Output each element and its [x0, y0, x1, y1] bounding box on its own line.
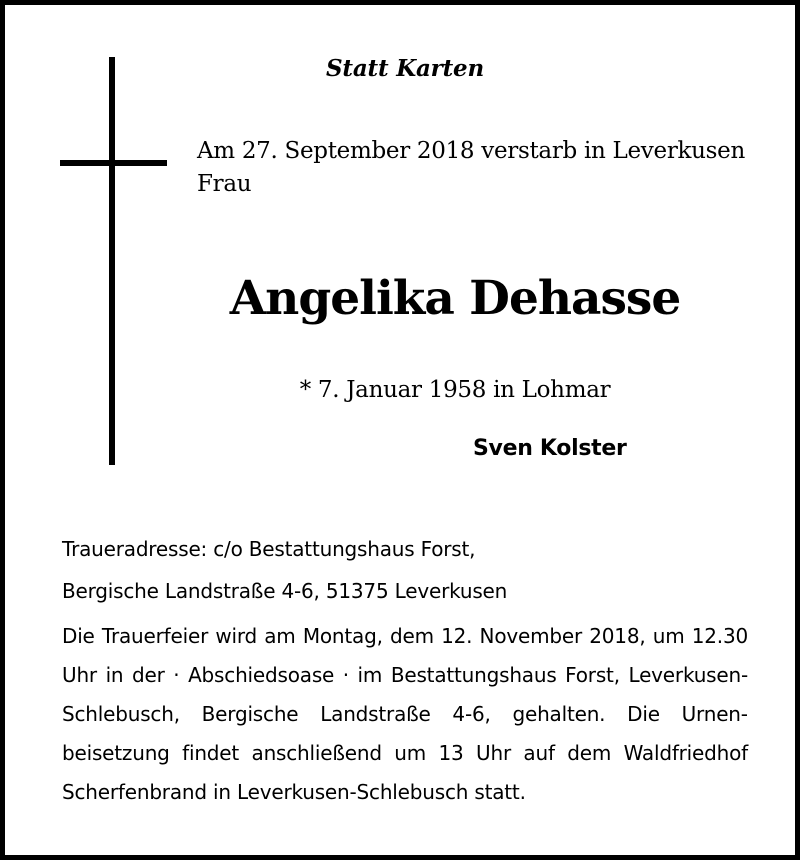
mourning-address	[62, 528, 762, 612]
heading-statt-karten: Statt Karten	[326, 55, 484, 82]
mourner-name: Sven Kolster	[473, 436, 627, 461]
address-line-1: Traueradresse: c/o Bestattungshaus Forst,	[62, 537, 476, 561]
intro-line-2: Frau	[197, 171, 252, 197]
birth-info: * 7. Januar 1958 in Lohmar	[299, 377, 611, 403]
cross-horizontal-bar	[60, 160, 167, 166]
deceased-name: Angelika Dehasse	[229, 271, 681, 326]
intro-line-1: Am 27. September 2018 verstarb in Leverkusen	[197, 138, 745, 164]
intro-text	[197, 135, 787, 201]
ceremony-details: Die Trauerfeier wird am Montag, dem 12. November 2018, um 12.30 Uhr in der · Abschiedsoase · im Bestattungshaus Forst, Leverkusen-Schlebusch, Bergische Landstraße 4-6, gehalten. Die Urnenbeisetzung findet anschließend um 13 Uhr auf dem Waldfriedhof Scherfenbrand in Leverkusen-Schlebusch statt.	[62, 624, 748, 804]
address-line-2: Bergische Landstraße 4-6, 51375 Leverkusen	[62, 579, 508, 603]
cross-vertical-bar	[109, 57, 115, 465]
